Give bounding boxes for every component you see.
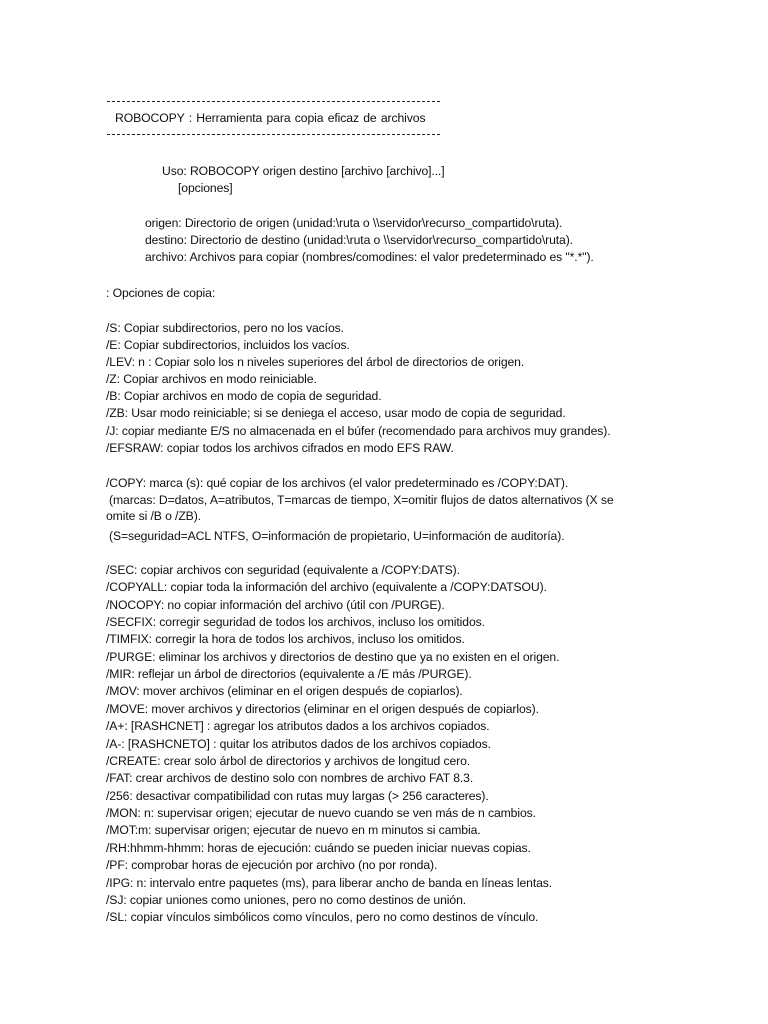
dashed-divider-top [107,101,440,102]
option-line: /NOCOPY: no copiar información del archivo (útil con /PURGE). [106,598,445,612]
option-line: /ZB: Usar modo reiniciable; si se deniega el acceso, usar modo de copia de seguridad. [106,406,566,420]
option-line: /MON: n: supervisar origen; ejecutar de nuevo cuando se ven más de n cambios. [106,806,536,820]
section-title: : Opciones de copia: [106,286,216,300]
option-line: /COPYALL: copiar toda la información del archivo (equivalente a /COPY:DATSOU). [106,580,547,594]
option-line: /EFSRAW: copiar todos los archivos cifrados en modo EFS RAW. [106,441,454,455]
option-line: /CREATE: crear solo árbol de directorios y archivos de longitud cero. [106,754,471,768]
copy-option-line: /COPY: marca (s): qué copiar de los archivos (el valor predeterminado es /COPY:DAT). [106,476,569,490]
option-line: /256: desactivar compatibilidad con rutas muy largas (> 256 caracteres). [106,789,489,803]
option-line: /SECFIX: corregir seguridad de todos los archivos, incluso los omitidos. [106,615,485,629]
option-line: /LEV: n : Copiar solo los n niveles superiores del árbol de directorios de origen. [106,355,525,369]
option-line: /B: Copiar archivos en modo de copia de seguridad. [106,389,382,403]
option-line: /PF: comprobar horas de ejecución por archivo (no por ronda). [106,858,438,872]
definition-destino: destino: Directorio de destino (unidad:\ruta o \\servidor\recurso_compartido\ruta). [145,233,573,247]
option-line: /MOV: mover archivos (eliminar en el origen después de copiarlos). [106,684,463,698]
option-line: /A+: [RASHCNET] : agregar los atributos dados a los archivos copiados. [106,719,490,733]
option-line: /MOT:m: supervisar origen; ejecutar de nuevo en m minutos si cambia. [106,823,481,837]
copy-option-flags: (marcas: D=datos, A=atributos, T=marcas de tiempo, X=omitir flujos de datos alternativos (X se omite si /B o /ZB). [106,493,614,523]
definition-origen: origen: Directorio de origen (unidad:\ruta o \\servidor\recurso_compartido\ruta). [145,216,563,230]
option-line: /PURGE: eliminar los archivos y directorios de destino que ya no existen en el origen. [106,650,560,664]
option-line: /SEC: copiar archivos con seguridad (equivalente a /COPY:DATS). [106,563,460,577]
option-line: /S: Copiar subdirectorios, pero no los vacíos. [106,321,344,335]
definition-archivo: archivo: Archivos para copiar (nombres/comodines: el valor predeterminado es "*.*"). [145,250,594,264]
option-line: /Z: Copiar archivos en modo reiniciable. [106,372,317,386]
option-line: /E: Copiar subdirectorios, incluidos los vacíos. [106,338,350,352]
option-line: /SL: copiar vínculos simbólicos como vínculos, pero no como destinos de vínculo. [106,910,539,924]
option-line: /FAT: crear archivos de destino solo con nombres de archivo FAT 8.3. [106,771,474,785]
option-line: /MIR: reflejar un árbol de directorios (equivalente a /E más /PURGE). [106,667,472,681]
document-title: ROBOCOPY : Herramienta para copia eficaz de archivos [115,111,426,125]
option-line: /SJ: copiar uniones como uniones, pero no como destinos de unión. [106,893,467,907]
option-line: /A-: [RASHCNETO] : quitar los atributos dados de los archivos copiados. [106,737,491,751]
option-line: /TIMFIX: corregir la hora de todos los archivos, incluso los omitidos. [106,632,465,646]
usage-line: Uso: ROBOCOPY origen destino [archivo [archivo]...] [162,164,445,178]
dashed-divider-bottom [107,134,440,135]
usage-options-line: [opciones] [178,181,233,195]
option-line: /J: copiar mediante E/S no almacenada en el búfer (recomendado para archivos muy grandes). [106,424,611,438]
option-line: /MOVE: mover archivos y directorios (eliminar en el origen después de copiarlos). [106,702,539,716]
option-line: /RH:hhmm-hhmm: horas de ejecución: cuándo se pueden iniciar nuevas copias. [106,841,531,855]
copy-option-flags-extra: (S=seguridad=ACL NTFS, O=información de propietario, U=información de auditoría). [109,529,565,543]
option-line: /IPG: n: intervalo entre paquetes (ms), para liberar ancho de banda en líneas lentas. [106,876,553,890]
